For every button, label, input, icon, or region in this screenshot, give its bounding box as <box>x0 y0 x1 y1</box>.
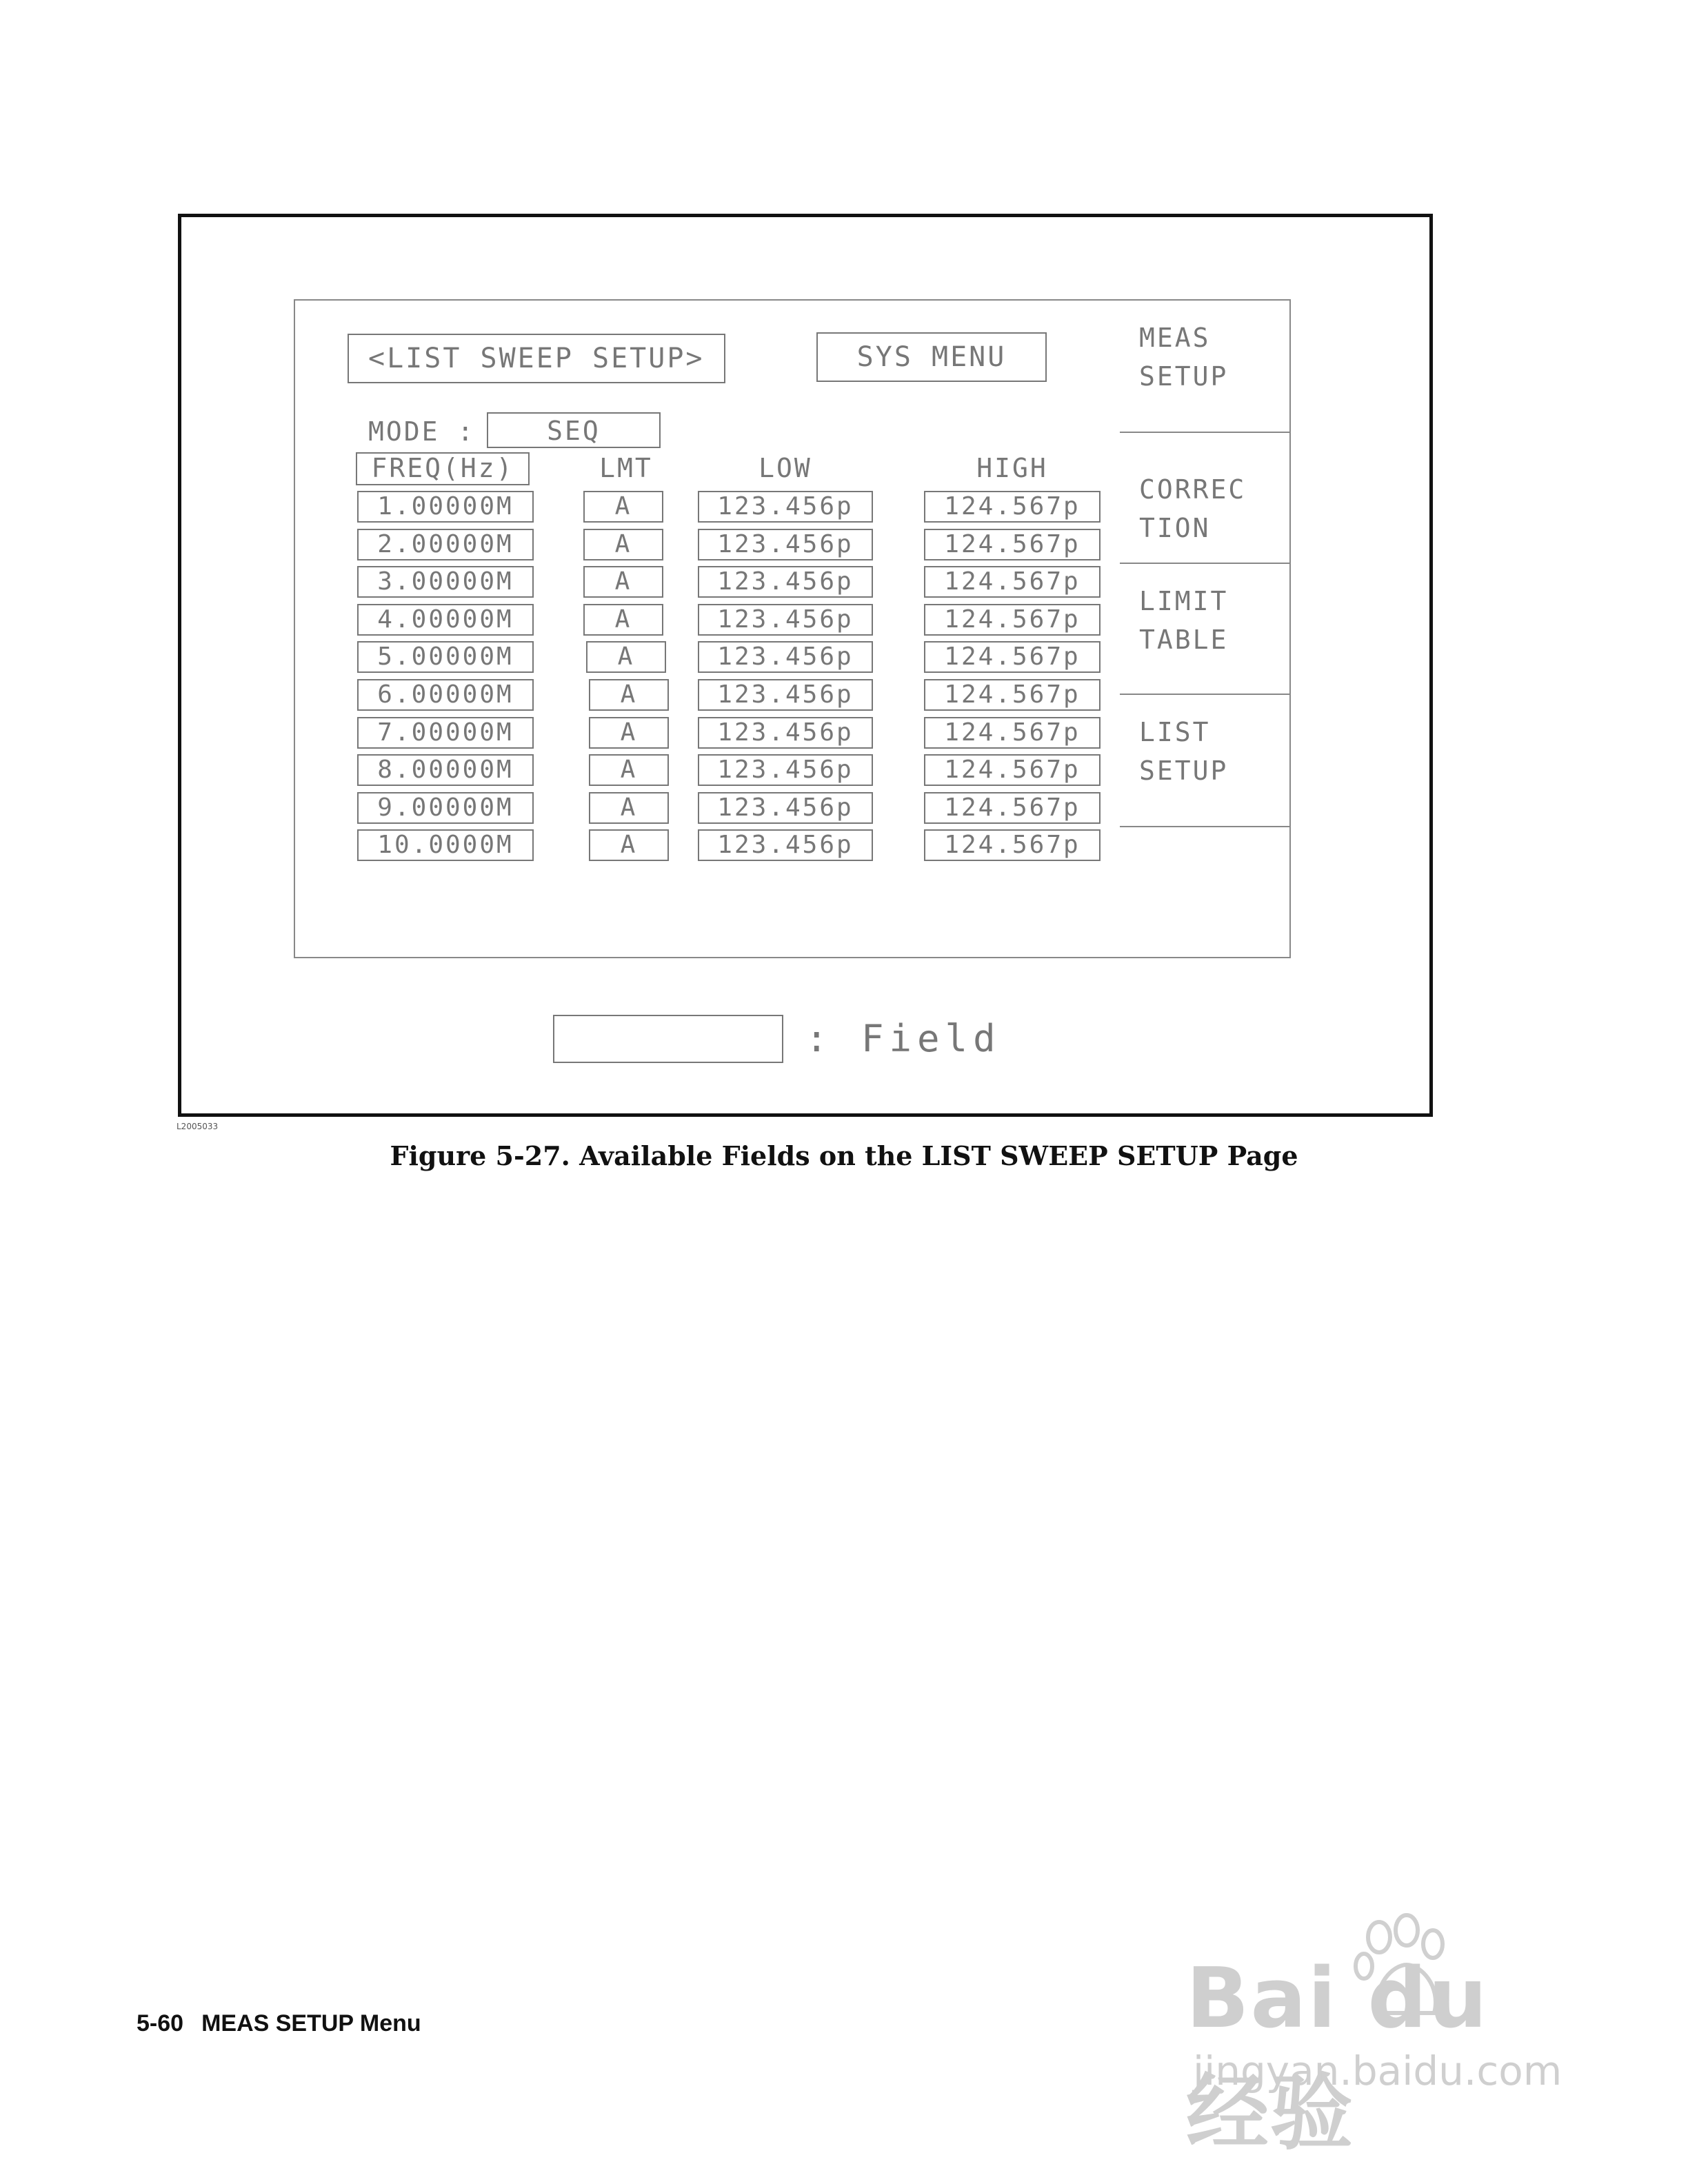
low-cell[interactable]: 123.456p <box>698 491 873 523</box>
softkey-line: SETUP <box>1139 756 1229 786</box>
high-header: HIGH <box>976 453 1048 483</box>
softkey-meas-setup[interactable] <box>1139 318 1228 396</box>
freq-cell[interactable]: 10.0000M <box>357 829 534 861</box>
legend-field-sample <box>553 1015 783 1063</box>
freq-cell[interactable]: 4.00000M <box>357 604 534 636</box>
lmt-cell[interactable]: A <box>583 529 663 560</box>
high-cell[interactable]: 124.567p <box>924 679 1101 711</box>
freq-cell[interactable]: 1.00000M <box>357 491 534 523</box>
figure-caption: Figure 5-27. Available Fields on the LIST SWEEP SETUP Page <box>390 1140 1298 1171</box>
low-cell[interactable]: 123.456p <box>698 717 873 749</box>
high-cell[interactable]: 124.567p <box>924 491 1101 523</box>
freq-cell[interactable]: 2.00000M <box>357 529 534 560</box>
low-cell[interactable]: 123.456p <box>698 829 873 861</box>
page-title: <LIST SWEEP SETUP> <box>368 343 705 374</box>
low-cell[interactable]: 123.456p <box>698 641 873 673</box>
low-cell[interactable]: 123.456p <box>698 604 873 636</box>
lmt-cell[interactable]: A <box>583 604 663 636</box>
freq-cell[interactable]: 7.00000M <box>357 717 534 749</box>
high-cell[interactable]: 124.567p <box>924 717 1101 749</box>
softkey-divider <box>1120 826 1291 827</box>
softkey-divider <box>1120 694 1291 695</box>
low-cell[interactable]: 123.456p <box>698 679 873 711</box>
freq-cell[interactable]: 9.00000M <box>357 792 534 824</box>
freq-cell[interactable]: 8.00000M <box>357 754 534 786</box>
high-cell[interactable]: 124.567p <box>924 754 1101 786</box>
legend-label: : Field <box>805 1017 1001 1060</box>
freq-cell[interactable]: 6.00000M <box>357 679 534 711</box>
high-cell[interactable]: 124.567p <box>924 792 1101 824</box>
section-name: MEAS SETUP Menu <box>201 2010 421 2036</box>
lmt-cell[interactable]: A <box>589 717 669 749</box>
softkey-line: LIST <box>1139 717 1211 747</box>
lmt-cell[interactable]: A <box>589 754 669 786</box>
lmt-cell[interactable]: A <box>589 792 669 824</box>
low-header: LOW <box>758 453 812 483</box>
softkey-divider <box>1120 432 1291 433</box>
softkey-line: CORREC <box>1139 474 1247 505</box>
high-cell[interactable]: 124.567p <box>924 566 1101 598</box>
lmt-header: LMT <box>599 453 653 483</box>
high-cell[interactable]: 124.567p <box>924 604 1101 636</box>
freq-cell[interactable]: 3.00000M <box>357 566 534 598</box>
freq-cell[interactable]: 5.00000M <box>357 641 534 673</box>
softkey-correction[interactable] <box>1139 470 1246 547</box>
softkey-line: TABLE <box>1139 625 1229 655</box>
softkey-line: TION <box>1139 513 1211 543</box>
low-cell[interactable]: 123.456p <box>698 566 873 598</box>
lmt-cell[interactable]: A <box>589 679 669 711</box>
lmt-cell[interactable]: A <box>589 829 669 861</box>
freq-header: FREQ(Hz) <box>371 453 514 483</box>
softkey-line: LIMIT <box>1139 586 1229 616</box>
softkey-line: MEAS <box>1139 323 1211 353</box>
page-footer <box>137 2010 439 2037</box>
softkey-list-setup[interactable] <box>1139 713 1228 790</box>
lmt-cell[interactable]: A <box>586 641 666 673</box>
watermark-brand: Bai du 经验 <box>1186 1951 1489 2161</box>
low-cell[interactable]: 123.456p <box>698 754 873 786</box>
lmt-cell[interactable]: A <box>583 491 663 523</box>
figure-id: L2005033 <box>177 1122 219 1131</box>
softkey-line: SETUP <box>1139 361 1229 392</box>
watermark <box>1186 1910 1572 2161</box>
page-number: 5-60 <box>137 2010 184 2036</box>
high-cell[interactable]: 124.567p <box>924 641 1101 673</box>
sys-menu-label: SYS MENU <box>856 341 1007 373</box>
lmt-cell[interactable]: A <box>583 566 663 598</box>
low-cell[interactable]: 123.456p <box>698 792 873 824</box>
high-cell[interactable]: 124.567p <box>924 829 1101 861</box>
softkey-limit-table[interactable] <box>1139 582 1228 659</box>
watermark-site: jingyan.baidu.com <box>1193 2048 1563 2094</box>
low-cell[interactable]: 123.456p <box>698 529 873 560</box>
mode-label: MODE : <box>368 416 476 447</box>
softkey-divider <box>1120 563 1291 564</box>
high-cell[interactable]: 124.567p <box>924 529 1101 560</box>
mode-value: SEQ <box>547 416 601 446</box>
